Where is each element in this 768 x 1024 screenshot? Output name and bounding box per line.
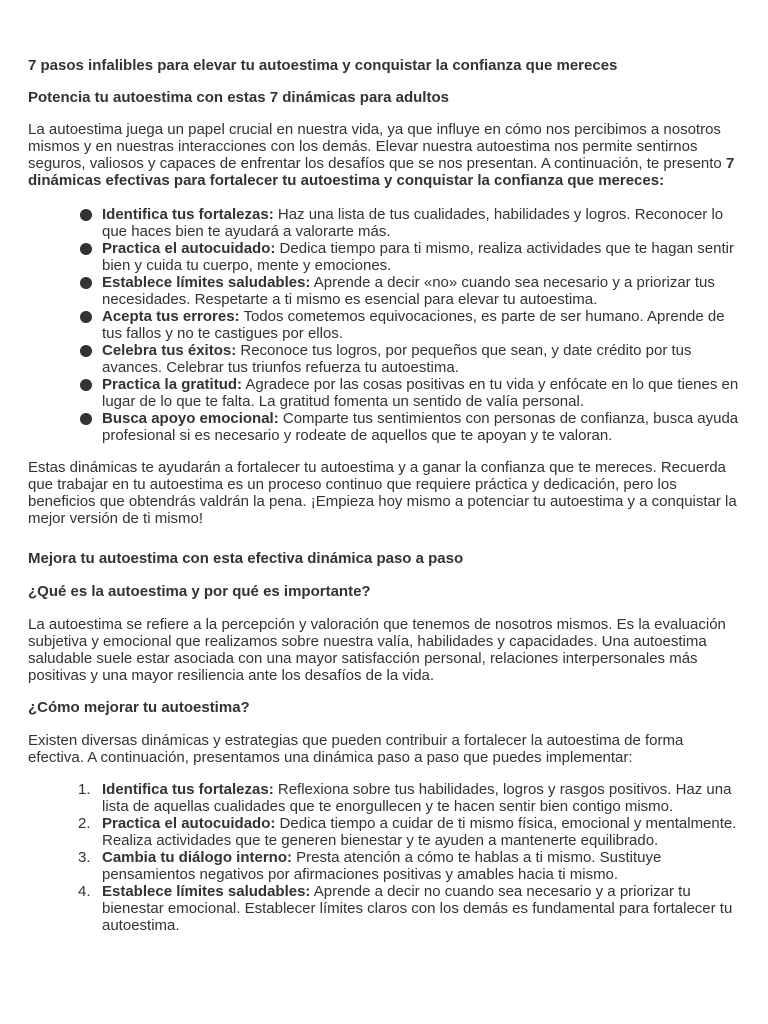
item-text: Reflexiona sobre tus habilidades, logros y rasgos positivos. Haz una lista de aquellas cualidades que te enorgullecen y te hacen sentir bien contigo mismo. xyxy=(102,781,732,815)
list-item xyxy=(78,815,740,849)
steps-list xyxy=(28,781,740,934)
item-text: Agradece por las cosas positivas en tu vida y enfócate en lo que tienes en lugar de lo que te falta. La gratitud fomenta un sentido de valía personal. xyxy=(102,376,739,410)
list-item xyxy=(102,206,740,240)
bullet-icon xyxy=(80,345,92,357)
heading-que-es: ¿Qué es la autoestima y por qué es importante? xyxy=(28,583,371,600)
definition-paragraph: La autoestima se refiere a la percepción y valoración que tenemos de nosotros mismos. Es la evaluación subjetiva y emocional que realizamos sobre nuestra valía, habilidades y capacidades. Una autoestima saludable suele estar asociada con una mayor satisfacción personal, relaciones interpersonales más positivas y una mayor resiliencia ante los desafíos de la vida. xyxy=(28,616,726,684)
step-number: 1. xyxy=(78,781,91,798)
list-item xyxy=(102,342,740,376)
item-label: Cambia tu diálogo interno: xyxy=(102,849,292,866)
item-text: Reconoce tus logros, por pequeños que sean, y date crédito por tus avances. Celebrar tus triunfos refuerza tu autoestima. xyxy=(102,342,692,376)
item-text: Dedica tiempo a cuidar de ti mismo física, emocional y mentalmente. Realiza actividades que te generen bienestar y te ayuden a mantenerte equilibrado. xyxy=(102,815,737,849)
item-text: Todos cometemos equivocaciones, es parte de ser humano. Aprende de tus fallos y no te castigues por ellos. xyxy=(102,308,725,342)
document-subtitle: Potencia tu autoestima con estas 7 dinámicas para adultos xyxy=(28,89,449,106)
heading-como: ¿Cómo mejorar tu autoestima? xyxy=(28,699,250,716)
item-label: Establece límites saludables: xyxy=(102,883,311,900)
item-label: Identifica tus fortalezas: xyxy=(102,781,274,798)
item-text: Haz una lista de tus cualidades, habilidades y logros. Reconocer lo que haces bien te ayudará a valorarte más. xyxy=(102,206,724,240)
document-page xyxy=(28,57,740,934)
list-item xyxy=(78,849,740,883)
list-item xyxy=(102,274,740,308)
bullet-icon xyxy=(80,311,92,323)
bullet-icon xyxy=(80,243,92,255)
document-title: 7 pasos infalibles para elevar tu autoestima y conquistar la confianza que mereces xyxy=(28,57,618,74)
item-text: Aprende a decir «no» cuando sea necesario y a priorizar tus necesidades. Respetarte a ti mismo es esencial para elevar tu autoestima. xyxy=(102,274,715,308)
heading-mejora: Mejora tu autoestima con esta efectiva dinámica paso a paso xyxy=(28,550,464,567)
intro-paragraph xyxy=(28,121,740,189)
bullet-icon xyxy=(80,209,92,221)
item-label: Practica el autocuidado: xyxy=(102,815,276,832)
item-label: Establece límites saludables: xyxy=(102,274,311,291)
list-item xyxy=(102,410,740,444)
step-number: 2. xyxy=(78,815,91,832)
bullet-icon xyxy=(80,379,92,391)
list-item xyxy=(102,376,740,410)
existen-paragraph: Existen diversas dinámicas y estrategias que pueden contribuir a fortalecer la autoestima de forma efectiva. A continuación, presentamos una dinámica paso a paso que puedes implementar: xyxy=(28,732,684,766)
item-label: Acepta tus errores: xyxy=(102,308,240,325)
intro-text: La autoestima juega un papel crucial en nuestra vida, ya que influye en cómo nos percibimos a nosotros mismos y en nuestras interacciones con los demás. Elevar nuestra autoestima nos permite sentirnos seguros, valiosos y capaces de enfrentar los desafíos que se nos presentan. A continuación, te presento xyxy=(28,121,726,172)
item-text: Presta atención a cómo te hablas a ti mismo. Sustituye pensamientos negativos por afirmaciones positivas y amables hacia ti mismo. xyxy=(102,849,662,883)
list-item xyxy=(102,240,740,274)
list-item xyxy=(102,308,740,342)
intro-bold: 7 dinámicas efectivas para fortalecer tu autoestima y conquistar la confianza que mereces: xyxy=(28,155,735,189)
outro-paragraph: Estas dinámicas te ayudarán a fortalecer tu autoestima y a ganar la confianza que te mereces. Recuerda que trabajar en tu autoestima es un proceso continuo que requiere práctica y dedicación, pero los beneficios que obtendrás valdrán la pena. ¡Empieza hoy mismo a potenciar tu autoestima y a conquistar la mejor versión de ti mismo! xyxy=(28,459,737,527)
item-label: Practica la gratitud: xyxy=(102,376,243,393)
bullet-icon xyxy=(80,413,92,425)
item-text: Aprende a decir no cuando sea necesario y a priorizar tu bienestar emocional. Establecer límites claros con los demás es fundamental para fortalecer tu autoestima. xyxy=(102,883,733,934)
item-text: Dedica tiempo para ti mismo, realiza actividades que te hagan sentir bien y cuida tu cuerpo, mente y emociones. xyxy=(102,240,734,274)
list-item xyxy=(78,781,740,815)
step-number: 4. xyxy=(78,883,91,900)
step-number: 3. xyxy=(78,849,91,866)
bullet-icon xyxy=(80,277,92,289)
item-text: Comparte tus sentimientos con personas de confianza, busca ayuda profesional si es necesario y rodeate de aquellos que te apoyan y te valoran. xyxy=(102,410,739,444)
item-label: Celebra tus éxitos: xyxy=(102,342,237,359)
item-label: Practica el autocuidado: xyxy=(102,240,276,257)
list-item xyxy=(78,883,740,934)
item-label: Identifica tus fortalezas: xyxy=(102,206,274,223)
item-label: Busca apoyo emocional: xyxy=(102,410,279,427)
dynamics-list xyxy=(28,206,740,444)
